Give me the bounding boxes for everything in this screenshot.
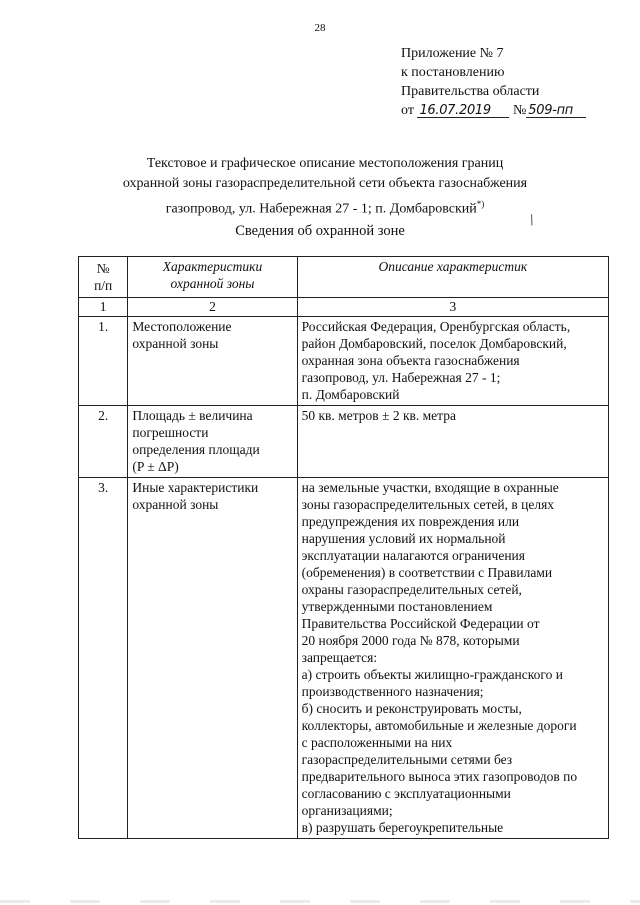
column-number-row — [79, 298, 609, 317]
section-subtitle: Сведения об охранной зоне — [235, 223, 405, 239]
col-number-1: 1 — [79, 298, 128, 317]
title-line-2: охранной зоны газораспределительной сети объекта газоснабжения — [122, 176, 528, 191]
handwritten-date: 16.07.2019 — [417, 104, 509, 118]
footnote-mark: *) — [476, 199, 485, 209]
row-characteristic: Площадь ± величина погрешности определения площади (P ± ΔP) — [128, 406, 297, 478]
header-description: Описание характеристик — [297, 257, 608, 298]
appendix-line-2: к постановлению — [401, 65, 505, 80]
page-number: 28 — [314, 22, 326, 34]
scan-edge-artifact — [0, 900, 640, 903]
table-row — [79, 478, 609, 839]
row-description: Российская Федерация, Оренбургская область, район Домбаровский, поселок Домбаровский, охранная зона объекта газоснабжения газопровод, ул. Набережная 27 - 1; п. Домбаровский — [297, 317, 608, 406]
row-description: 50 кв. метров ± 2 кв. метра — [297, 406, 608, 478]
number-prefix: № — [512, 103, 527, 118]
table-row — [79, 406, 609, 478]
title-line-3-text: газопровод, ул. Набережная 27 - 1; п. Домбаровский — [165, 201, 477, 217]
appendix-line-1: Приложение № 7 — [401, 46, 504, 61]
appendix-line-3: Правительства области — [401, 84, 540, 99]
appendix-block — [401, 44, 586, 120]
zone-info-table — [78, 256, 609, 839]
table-row — [79, 317, 609, 406]
header-characteristic: Характеристики охранной зоны — [128, 257, 297, 298]
pen-mark: / — [527, 211, 538, 230]
title-line-1: Текстовое и графическое описание местоположения границ — [146, 156, 504, 171]
handwritten-number: 509-пп — [526, 104, 586, 118]
row-number: 3. — [79, 478, 128, 839]
row-number: 2. — [79, 406, 128, 478]
date-prefix: от — [401, 103, 414, 118]
row-description: на земельные участки, входящие в охранные зоны газораспределительных сетей, в целях предупреждения их повреждения или нарушения условий их нормальной эксплуатации налагаются ограничения (обременения) в соответствии с Правилами охраны газораспределительных сетей, утвержденными постановлением Правительства Российской Федерации от 20 ноября 2000 года № 878, которыми запрещается: а) строить объекты жилищно-гражданского и производственного назначения; б) сносить и реконструировать мосты, коллекторы, автомобильные и железные дороги с расположенными на них газораспределительными сетями без предварительного выноса этих газопроводов по согласованию с эксплуатационными организациями; в) разрушать берегоукрепительные — [297, 478, 608, 839]
document-title — [60, 154, 590, 220]
col-number-3: 3 — [297, 298, 608, 317]
header-num: № п/п — [79, 257, 128, 298]
table-header-row — [79, 257, 609, 298]
row-number: 1. — [79, 317, 128, 406]
row-characteristic: Иные характеристики охранной зоны — [128, 478, 297, 839]
row-characteristic: Местоположение охранной зоны — [128, 317, 297, 406]
col-number-2: 2 — [128, 298, 297, 317]
appendix-date-line — [401, 101, 586, 120]
title-line-3 — [60, 194, 590, 220]
